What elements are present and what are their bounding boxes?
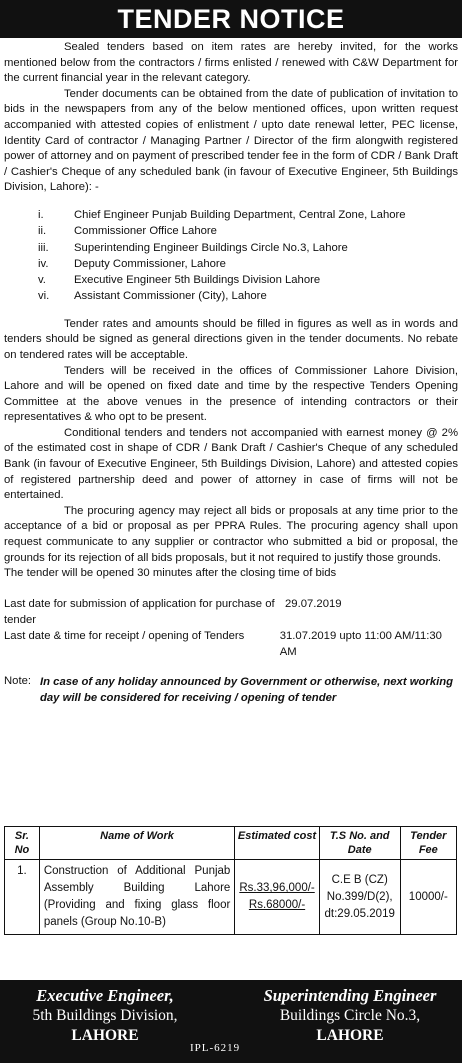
earnest-money: Rs.68000/- bbox=[248, 899, 306, 911]
list-item: iv. Deputy Commissioner, Lahore bbox=[38, 257, 226, 270]
opening-paragraph: The tender will be opened 30 minutes after the closing time of bids bbox=[4, 567, 337, 580]
right-signature-city: LAHORE bbox=[316, 1027, 384, 1044]
signature-footer bbox=[0, 980, 462, 1063]
header-ts: T.S No. and Date bbox=[319, 827, 400, 860]
right-signature bbox=[250, 986, 450, 1046]
table-header-row bbox=[5, 827, 457, 860]
header-sr: Sr. No bbox=[5, 827, 40, 860]
notice-title: TENDER NOTICE bbox=[0, 0, 462, 38]
header-fee: Tender Fee bbox=[400, 827, 456, 860]
cell-fee: 10000/- bbox=[400, 860, 456, 935]
ts-date: dt:29.05.2019 bbox=[324, 907, 395, 920]
receipt-deadline-value: 31.07.2019 upto 11:00 AM/11:30 AM bbox=[279, 629, 442, 658]
estimated-cost: Rs.33,96,000/- bbox=[239, 882, 315, 894]
list-item: ii. Commissioner Office Lahore bbox=[38, 225, 217, 238]
cell-ts bbox=[319, 860, 400, 935]
list-item: i. Chief Engineer Punjab Building Department, Central Zone, Lahore bbox=[38, 208, 406, 221]
list-item: iii. Superintending Engineer Buildings Circle No.3, Lahore bbox=[38, 241, 348, 254]
table-row bbox=[5, 860, 457, 935]
purchase-deadline-label: Last date for submission of application for purchase of tender bbox=[4, 597, 275, 626]
purchase-deadline-value: 29.07.2019 bbox=[285, 597, 342, 610]
ts-number: No.399/D(2), bbox=[326, 890, 393, 903]
note-text: In case of any holiday announced by Government or otherwise, next working day will be considered for receiving / opening of tender bbox=[40, 675, 454, 704]
list-item: vi. Assistant Commissioner (City), Lahore bbox=[38, 290, 267, 303]
header-cost: Estimated cost bbox=[235, 827, 319, 860]
right-signature-title: Superintending Engineer bbox=[263, 986, 437, 1005]
header-work: Name of Work bbox=[39, 827, 235, 860]
left-signature-title: Executive Engineer, bbox=[36, 986, 174, 1005]
ts-authority: C.E B (CZ) bbox=[331, 873, 388, 886]
works-table bbox=[4, 826, 457, 935]
documents-paragraph: Tender documents can be obtained from the date of publication of invitation to bids in the newspapers from any of the below mentioned offices, upon written request accompanied with attested copies of enlistment / upto date renewal letter, PEC license, Identity Card of contractor / Managing Partner / Director of the firm alongwith registered power of attorney and on payment of prescribed tender fee in the form of CDR / Bank Draft / Cashier's Cheque of any scheduled bank (in favour of Executive Engineer, 5th Buildings Division, Lahore): - bbox=[4, 87, 458, 194]
receipt-deadline-label: Last date & time for receipt / opening of Tenders bbox=[4, 629, 245, 642]
notice-body bbox=[4, 40, 458, 706]
cell-sr: 1. bbox=[5, 860, 40, 935]
purchase-deadline-row bbox=[4, 596, 458, 628]
offices-list bbox=[4, 207, 458, 305]
receipt-deadline-row bbox=[4, 628, 458, 660]
conditional-paragraph: Conditional tenders and tenders not accompanied with earnest money @ 2% of the estimated cost in shape of CDR / Bank Draft / Cashier's Cheque of any scheduled Bank (in favour of Executive Engineer, 5th Buildings Division, Lahore) and attested copies of registered partnership deed and power of attorney in case of firms will not be entertained. bbox=[4, 426, 458, 502]
note-label: Note: bbox=[4, 674, 32, 687]
ipl-code: IPL-6219 bbox=[190, 1042, 241, 1054]
ppra-paragraph: The procuring agency may reject all bids or proposals at any time prior to the acceptance of a bid or proposal as per PPRA Rules. The procuring agency shall upon request communicate to any supplier or contractor who submitted a bid or proposal, the grounds for its rejection of all bids proposals, but it not required to justify those grounds. bbox=[4, 504, 458, 564]
receipt-paragraph: Tenders will be received in the offices of Commissioner Lahore Division, Lahore and will be opened on fixed date and time by the respective Tenders Opening Committee at the above venues in the presence of intending contractors or their representatives & who opt to be present. bbox=[4, 364, 458, 424]
rates-paragraph: Tender rates and amounts should be filled in figures as well as in words and tenders should be signed as general directions given in the tender documents. No rebate on tendered rates will be acceptable. bbox=[4, 317, 458, 361]
cell-cost bbox=[235, 860, 319, 935]
left-signature bbox=[10, 986, 200, 1046]
note bbox=[4, 674, 458, 706]
intro-paragraph: Sealed tenders based on item rates are hereby invited, for the works mentioned below from the contractors / firms enlisted / renewed with C&W Department for the current financial year in the relevant category. bbox=[4, 41, 458, 85]
list-item: v. Executive Engineer 5th Buildings Division Lahore bbox=[38, 274, 321, 287]
right-signature-circle: Buildings Circle No.3, bbox=[279, 1007, 421, 1024]
left-signature-city: LAHORE bbox=[71, 1027, 139, 1044]
cell-work: Construction of Additional Punjab Assembly Building Lahore (Providing and fixing glass floor panels (Group No.10-B) bbox=[39, 860, 235, 935]
left-signature-division: 5th Buildings Division, bbox=[32, 1007, 178, 1024]
